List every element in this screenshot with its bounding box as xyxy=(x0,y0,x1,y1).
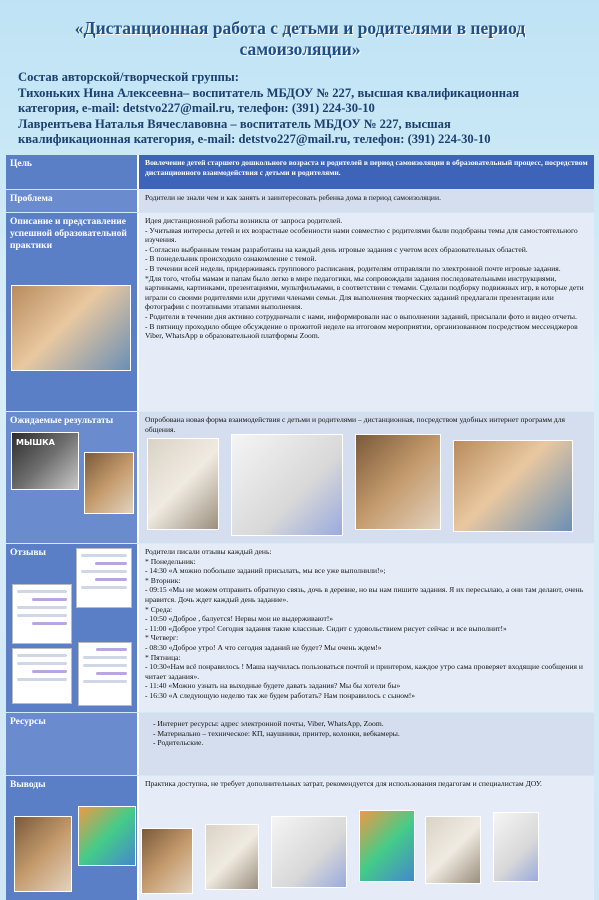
row-label: Ресурсы xyxy=(6,713,139,775)
row-label-text: Выводы xyxy=(10,780,46,790)
row-content xyxy=(139,776,594,900)
practice-line: Идея дистанционной работы возникла от запроса родителей. xyxy=(145,216,343,225)
author-line: категория, e-mail: detstvo227@mail.ru, телефон: (391) 224-30-10 xyxy=(18,101,375,116)
practice-line: *Для того, чтобы мамам и папам было легко в мире педагогики, мы сопровождали задания последовательными инструкциями, картинками, картинками, презентациями, мультфильмами, в соответствии с темами. Сделали подборку подвижных игр, в которые дети играли со своими родителями или другими членами семьи. Для выполнения творческих заданий предлагали презентации или фотографии с поэтапными этапами выполнения. xyxy=(145,273,584,312)
review-line: * Вторник: xyxy=(145,575,181,585)
row-content xyxy=(139,213,594,411)
row-label-text: Отзывы xyxy=(10,548,46,558)
photo-mother-child xyxy=(453,440,573,532)
photo-child-playing xyxy=(355,434,441,530)
review-line: - 10:50 «Доброе , балуется! Нервы мои не выдерживают!» xyxy=(145,614,334,624)
row-label xyxy=(6,776,139,900)
review-line: - 14:30 «А можно побольше заданий присылать, мы все уже выполнили!»; xyxy=(145,566,386,576)
authors-block xyxy=(18,70,588,148)
row-label xyxy=(6,213,139,411)
row-goal xyxy=(6,155,594,189)
row-label xyxy=(6,544,139,712)
practice-line: - Родители в течении дня активно сотрудничали с нами, информировали нас о выполнении заданий, присылали фото и видео отчеты. xyxy=(145,311,577,321)
resource-line: - Материально – техническое: КП, наушники, принтер, колонки, вебкамеры. xyxy=(153,728,400,738)
photo-worksheet xyxy=(205,824,259,890)
chat-screenshot xyxy=(76,548,132,608)
row-label: Цель xyxy=(6,155,139,189)
practice-line: - Учитывая интересы детей и их возрастные особенности нами совместно с родителями были подобраны темы для самостоятельного изучения. xyxy=(145,225,578,245)
row-resources xyxy=(6,713,594,775)
photo-worksheet xyxy=(271,816,347,888)
row-content xyxy=(139,412,594,543)
row-label: Проблема xyxy=(6,190,139,212)
photo-worksheet xyxy=(425,816,481,884)
row-content: Родители не знали чем и как занять и заинтересовать ребенка дома в период самоизоляции. xyxy=(139,190,594,212)
row-label-text: Ожидаемые результаты xyxy=(10,416,114,426)
photo-craft xyxy=(78,806,136,866)
header xyxy=(0,0,599,152)
photo-child-puzzle xyxy=(231,434,343,536)
practice-line: - В понедельник происходило ознакомление с темой. xyxy=(145,254,317,264)
row-label-text: Описание и представление успешной образовательной практики xyxy=(10,217,127,251)
photo-coloring xyxy=(493,812,539,882)
row-label xyxy=(6,412,139,543)
results-text: Опробована новая форма взаимодействия с детьми и родителями – дистанционная, посредством удобных интернет программ для общения. xyxy=(145,415,566,434)
authors-heading: Состав авторской/творческой группы: xyxy=(18,70,239,84)
photo-child xyxy=(84,452,134,514)
row-content: Вовлечение детей старшего дошкольного возраста и родителей в период самоизоляции в образовательный процесс, посредством дистанционного взаимодействия с детьми и родителями. xyxy=(139,155,594,189)
photo-child-laptop xyxy=(11,285,131,371)
review-line: * Понедельник: xyxy=(145,556,196,566)
row-content xyxy=(139,544,594,712)
chat-screenshot xyxy=(78,642,132,706)
photo-toys xyxy=(14,816,72,892)
chat-screenshot xyxy=(12,648,72,704)
author-line: квалификационная категория, e-mail: detstvo227@mail.ru, телефон: (391) 224-30-10 xyxy=(18,132,491,147)
author-line: Лаврентьева Наталья Вячеславовна – воспитатель МБДОУ № 227, высшая xyxy=(18,116,451,131)
photo-child-reading xyxy=(147,438,219,530)
resource-line: - Интернет ресурсы: адрес электронной почты, Viber, WhatsApp, Zoom. xyxy=(153,719,384,728)
author-line: Тихоньких Нина Алексеевна– воспитатель МБДОУ № 227, высшая квалификационная xyxy=(18,85,520,100)
practice-line: - Согласно выбранным темам разработаны на каждый день игровые задания с учетом всех образовательных областей. xyxy=(145,244,528,254)
review-line: - 16:30 «А следующую неделю так же будем работать? Нам понравилось с сыном!» xyxy=(145,690,416,700)
photo-grid-drawing xyxy=(359,810,415,882)
practice-line: - В течении всей недели, придерживаясь группового расписания, родителям отправляли по электронной почте игровые задания. xyxy=(145,263,561,273)
photo-child xyxy=(141,828,193,894)
row-practice xyxy=(6,213,594,411)
review-line: - 09:15 «Мы не можем отправить обратную связь, дочь в деревне, но вы нам пишите задания. Я их пересылаю, а они там делают, очень нравится. Дочь ждет каждый день задание». xyxy=(145,585,584,604)
review-line: Родители писали отзывы каждый день: xyxy=(145,547,272,556)
review-line: - 10:30«Нам всё понравилось ! Маша научилась пользоваться почтой и принтером, каждое утро сама проверяет входящие сообщения и читает задания». xyxy=(145,662,583,681)
row-content xyxy=(139,713,594,775)
practice-line: - В пятницу проходило общее обсуждение о прожитой неделе на итоговом мероприятии, организованном посредством мессенджеров Viber, WhatsApp в образовательной платформы Zoom. xyxy=(145,321,578,341)
conclusions-text: Практика доступна, не требует дополнительных затрат, рекомендуется для использования педагогам и специалистам ДОУ. xyxy=(145,779,542,788)
resource-line: - Родительские. xyxy=(153,738,204,748)
page-title: «Дистанционная работа с детьми и родителями в период самоизоляции» xyxy=(74,18,526,59)
photo-word-board xyxy=(11,432,79,490)
review-line: - 11:40 «Можно узнать на выходные будете давать задания? Мы бы хотели бы» xyxy=(145,681,401,691)
review-line: - 11:00 «Доброе утро! Сегодня задания такие классные. Сидит с удовольствием рисует сейчас и все выполнит!» xyxy=(145,623,507,633)
photo-caption: МЫШКА xyxy=(16,438,55,447)
review-line: * Среда: xyxy=(145,604,173,614)
row-problem xyxy=(6,190,594,212)
review-line: * Четверг: xyxy=(145,633,179,643)
chat-screenshot xyxy=(12,584,72,644)
row-conclusions xyxy=(6,776,594,900)
row-results xyxy=(6,412,594,543)
row-reviews xyxy=(6,544,594,712)
review-line: * Пятница: xyxy=(145,652,181,662)
review-line: - 08:30 «Доброе утро! А что сегодня заданий не будет? Мы очень ждем!» xyxy=(145,642,382,652)
